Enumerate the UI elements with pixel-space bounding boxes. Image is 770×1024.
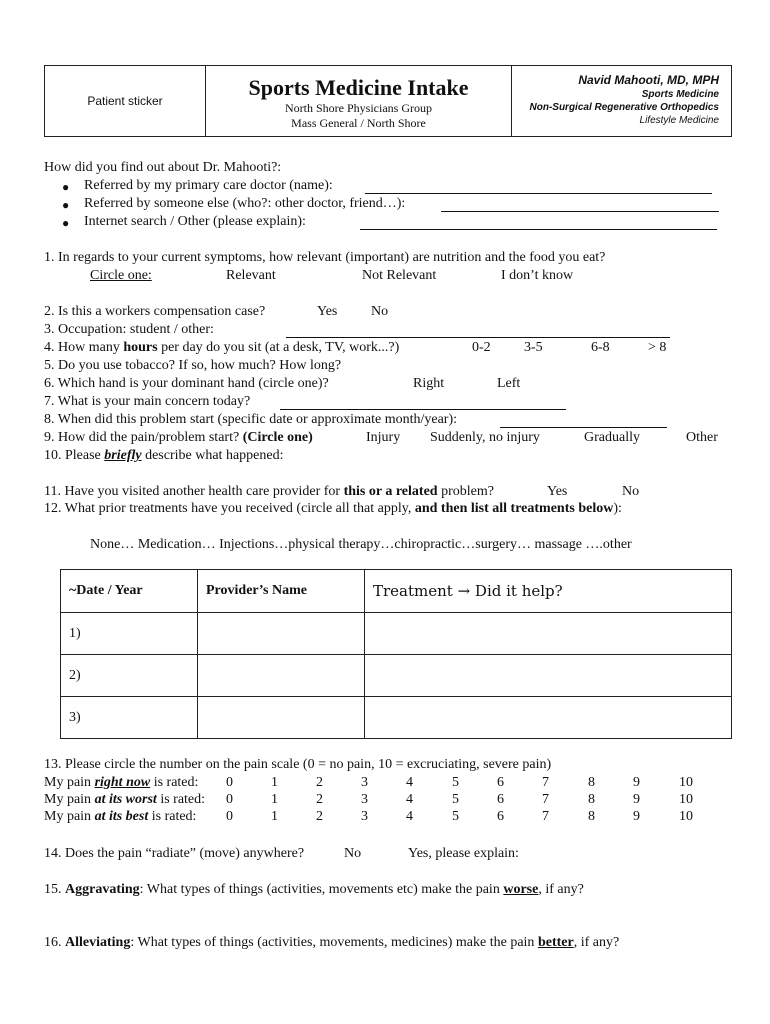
patient-sticker-area	[45, 66, 206, 136]
pain-row-best-emphasis: at its best	[94, 809, 149, 824]
q9-option-gradually[interactable]: Gradually	[584, 430, 640, 445]
pain-row-worst-post: is rated:	[156, 792, 206, 807]
pain-scale-option[interactable]: 5	[452, 809, 459, 824]
form-title: Sports Medicine Intake	[248, 75, 469, 100]
treatment-options[interactable]: None… Medication… Injections…physical therapy…chiropractic…surgery… massage ….other	[90, 537, 632, 552]
table-cell-treatment[interactable]	[365, 697, 732, 739]
treatments-table	[60, 569, 732, 739]
q4-text	[44, 340, 399, 356]
q1-option-not-relevant[interactable]: Not Relevant	[362, 268, 437, 283]
find-option-2-label: Referred by someone else (who?: other doctor, friend…):	[84, 196, 406, 211]
q13-text: 13. Please circle the number on the pain scale (0 = no pain, 10 = excruciating, severe pain)	[44, 757, 552, 772]
doctor-name: Navid Mahooti, MD, MPH	[578, 73, 719, 87]
q11-text-post: problem?	[437, 484, 494, 499]
q9-text	[44, 430, 313, 446]
pain-scale-option[interactable]: 7	[542, 809, 549, 824]
find-option-3-field[interactable]	[360, 214, 717, 230]
find-option-1-field[interactable]	[365, 178, 712, 194]
org-line-1: North Shore Physicians Group	[285, 101, 432, 115]
pain-row-best-post: is rated:	[148, 809, 197, 824]
pain-scale-option[interactable]: 0	[226, 809, 233, 824]
q11-text-bold: this or a related	[343, 484, 438, 499]
q15-text-emphasis: worse	[503, 882, 539, 897]
q15-text	[44, 882, 584, 898]
q15-text-bold: Aggravating	[65, 882, 140, 897]
q1-option-dont-know[interactable]: I don’t know	[501, 268, 574, 283]
q6-option-right[interactable]: Right	[413, 376, 445, 391]
q10-text	[44, 448, 283, 464]
pain-scale-option[interactable]: 1	[271, 809, 278, 824]
table-cell-provider[interactable]	[198, 697, 365, 739]
q1-text: 1. In regards to your current symptoms, how relevant (important) are nutrition and the food you eat?	[44, 250, 606, 265]
pain-scale-option[interactable]: 2	[316, 775, 323, 790]
q12-text-post: ):	[613, 501, 622, 516]
pain-scale-option[interactable]: 5	[452, 775, 459, 790]
q16-text-bold: Alleviating	[65, 935, 131, 950]
pain-scale-option[interactable]: 5	[452, 792, 459, 807]
q11-option-yes[interactable]: Yes	[547, 484, 568, 499]
pain-scale-option[interactable]: 9	[633, 809, 640, 824]
pain-scale-option[interactable]: 10	[679, 792, 693, 807]
q15-text-mid: : What types of things (activities, movements etc) make the pain	[139, 882, 504, 897]
pain-scale-option[interactable]: 7	[542, 775, 549, 790]
pain-scale-option[interactable]: 0	[226, 792, 233, 807]
pain-scale-option[interactable]: 2	[316, 809, 323, 824]
table-cell-date[interactable]: 3)	[61, 697, 198, 739]
q7-concern-field[interactable]	[280, 394, 566, 410]
pain-scale-option[interactable]: 1	[271, 792, 278, 807]
q12-text-bold: and then list all treatments below	[414, 501, 614, 516]
q9-option-other[interactable]: Other	[686, 430, 718, 445]
q12-text	[44, 501, 622, 517]
q2-option-no[interactable]: No	[371, 304, 389, 319]
pain-scale-option[interactable]: 10	[679, 775, 693, 790]
bullet-icon: ●	[62, 216, 70, 230]
table-cell-provider[interactable]	[198, 655, 365, 697]
patient-sticker-label: Patient sticker	[87, 94, 163, 108]
q2-text: 2. Is this a workers compensation case?	[44, 304, 266, 319]
q7-text: 7. What is your main concern today?	[44, 394, 251, 409]
q16-text-mid: : What types of things (activities, movements, medicines) make the pain	[130, 935, 538, 950]
find-option-3-label: Internet search / Other (please explain):	[84, 214, 306, 229]
pain-scale-option[interactable]: 8	[588, 775, 595, 790]
find-option-2-field[interactable]	[441, 196, 719, 212]
q12-text-pre: 12. What prior treatments have you received (circle all that apply,	[44, 501, 415, 516]
q5-text: 5. Do you use tobacco? If so, how much? How long?	[44, 358, 342, 373]
q1-circle-label: Circle one:	[90, 268, 152, 283]
pain-scale-option[interactable]: 4	[406, 775, 413, 790]
pain-scale-option[interactable]: 6	[497, 775, 504, 790]
pain-row-now-post: is rated:	[150, 775, 199, 790]
pain-scale-option[interactable]: 8	[588, 792, 595, 807]
pain-scale-option[interactable]: 6	[497, 792, 504, 807]
pain-row-best-label	[44, 809, 196, 825]
q6-text: 6. Which hand is your dominant hand (circle one)?	[44, 376, 329, 391]
org-line-2: Mass General / North Shore	[291, 116, 426, 130]
q4-text-bold: hours	[123, 340, 158, 355]
q15-text-pre: 15.	[44, 882, 65, 897]
pain-row-best-pre: My pain	[44, 809, 95, 824]
column-header-treatment: Treatment → Did it help?	[365, 570, 732, 613]
q4-text-pre: 4. How many	[44, 340, 124, 355]
q9-option-injury[interactable]: Injury	[366, 430, 401, 445]
q16-text-pre: 16.	[44, 935, 65, 950]
q6-option-left[interactable]: Left	[497, 376, 521, 391]
table-row	[61, 655, 732, 697]
table-cell-date[interactable]: 2)	[61, 655, 198, 697]
q4-option-0-2[interactable]: 0-2	[472, 340, 491, 355]
specialty-1: Sports Medicine	[641, 89, 719, 100]
header-box	[44, 65, 732, 137]
q10-text-emphasis: briefly	[104, 448, 142, 463]
pain-scale-option[interactable]: 4	[406, 792, 413, 807]
pain-scale-option[interactable]: 6	[497, 809, 504, 824]
q14-option-yes[interactable]: Yes, please explain:	[408, 846, 519, 861]
pain-row-worst-emphasis: at its worst	[94, 792, 157, 807]
q9-text-bold: (Circle one)	[242, 430, 313, 445]
specialty-3: Lifestyle Medicine	[639, 115, 719, 126]
pain-row-now-emphasis: right now	[94, 775, 151, 790]
pain-scale-option[interactable]: 7	[542, 792, 549, 807]
q14-option-no[interactable]: No	[344, 846, 362, 861]
pain-scale-option[interactable]: 4	[406, 809, 413, 824]
find-option-2	[84, 196, 405, 212]
q14-text: 14. Does the pain “radiate” (move) anywhere?	[44, 846, 305, 861]
pain-row-worst-label	[44, 792, 205, 808]
bullet-icon: ●	[62, 198, 70, 212]
q16-text	[44, 935, 619, 951]
q16-text-post: , if any?	[573, 935, 620, 950]
q11-option-no[interactable]: No	[622, 484, 640, 499]
table-row	[61, 613, 732, 655]
table-header-row	[61, 570, 732, 613]
pain-scale-option[interactable]: 9	[633, 792, 640, 807]
q16-text-emphasis: better	[537, 935, 574, 950]
q1-option-relevant[interactable]: Relevant	[226, 268, 276, 283]
find-option-3	[84, 214, 306, 230]
table-cell-provider[interactable]	[198, 613, 365, 655]
table-cell-treatment[interactable]	[365, 655, 732, 697]
pain-scale-option[interactable]: 3	[361, 775, 368, 790]
q3-occupation-field[interactable]	[286, 322, 670, 338]
table-cell-date[interactable]: 1)	[61, 613, 198, 655]
q8-text: 8. When did this problem start (specific date or approximate month/year):	[44, 412, 458, 427]
bullet-icon: ●	[62, 180, 70, 194]
q11-text	[44, 484, 494, 500]
q10-text-pre: 10. Please	[44, 448, 105, 463]
q4-option-3-5[interactable]: 3-5	[524, 340, 543, 355]
q2-option-yes[interactable]: Yes	[317, 304, 338, 319]
find-question: How did you find out about Dr. Mahooti?:	[44, 160, 282, 175]
pain-scale-option[interactable]: 8	[588, 809, 595, 824]
pain-scale-option[interactable]: 2	[316, 792, 323, 807]
find-option-1-label: Referred by my primary care doctor (name):	[84, 178, 333, 193]
table-row	[61, 697, 732, 739]
q4-option-over-8[interactable]: > 8	[648, 340, 667, 355]
pain-scale-option[interactable]: 10	[679, 809, 693, 824]
column-header-provider: Provider’s Name	[198, 570, 365, 613]
q15-text-post: , if any?	[538, 882, 584, 897]
q9-text-pre: 9. How did the pain/problem start?	[44, 430, 243, 445]
q8-start-date-field[interactable]	[500, 412, 667, 428]
pain-row-worst-pre: My pain	[44, 792, 95, 807]
pain-scale-option[interactable]: 9	[633, 775, 640, 790]
q11-text-pre: 11. Have you visited another health care provider for	[44, 484, 344, 499]
specialty-2: Non-Surgical Regenerative Orthopedics	[529, 102, 719, 113]
form-title-block	[206, 66, 512, 136]
q10-text-post: describe what happened:	[141, 448, 284, 463]
pain-scale-option[interactable]: 3	[361, 809, 368, 824]
table-cell-treatment[interactable]	[365, 613, 732, 655]
q9-option-suddenly[interactable]: Suddenly, no injury	[430, 430, 540, 445]
q3-text: 3. Occupation: student / other:	[44, 322, 214, 337]
pain-row-now-label	[44, 775, 198, 791]
pain-scale-option[interactable]: 3	[361, 792, 368, 807]
pain-scale-option[interactable]: 0	[226, 775, 233, 790]
pain-scale-option[interactable]: 1	[271, 775, 278, 790]
doctor-block	[512, 66, 731, 136]
column-header-date: ~Date / Year	[61, 570, 198, 613]
q4-option-6-8[interactable]: 6-8	[591, 340, 610, 355]
q4-text-post: per day do you sit (at a desk, TV, work...?)	[157, 340, 400, 355]
pain-row-now-pre: My pain	[44, 775, 95, 790]
find-option-1	[84, 178, 333, 194]
